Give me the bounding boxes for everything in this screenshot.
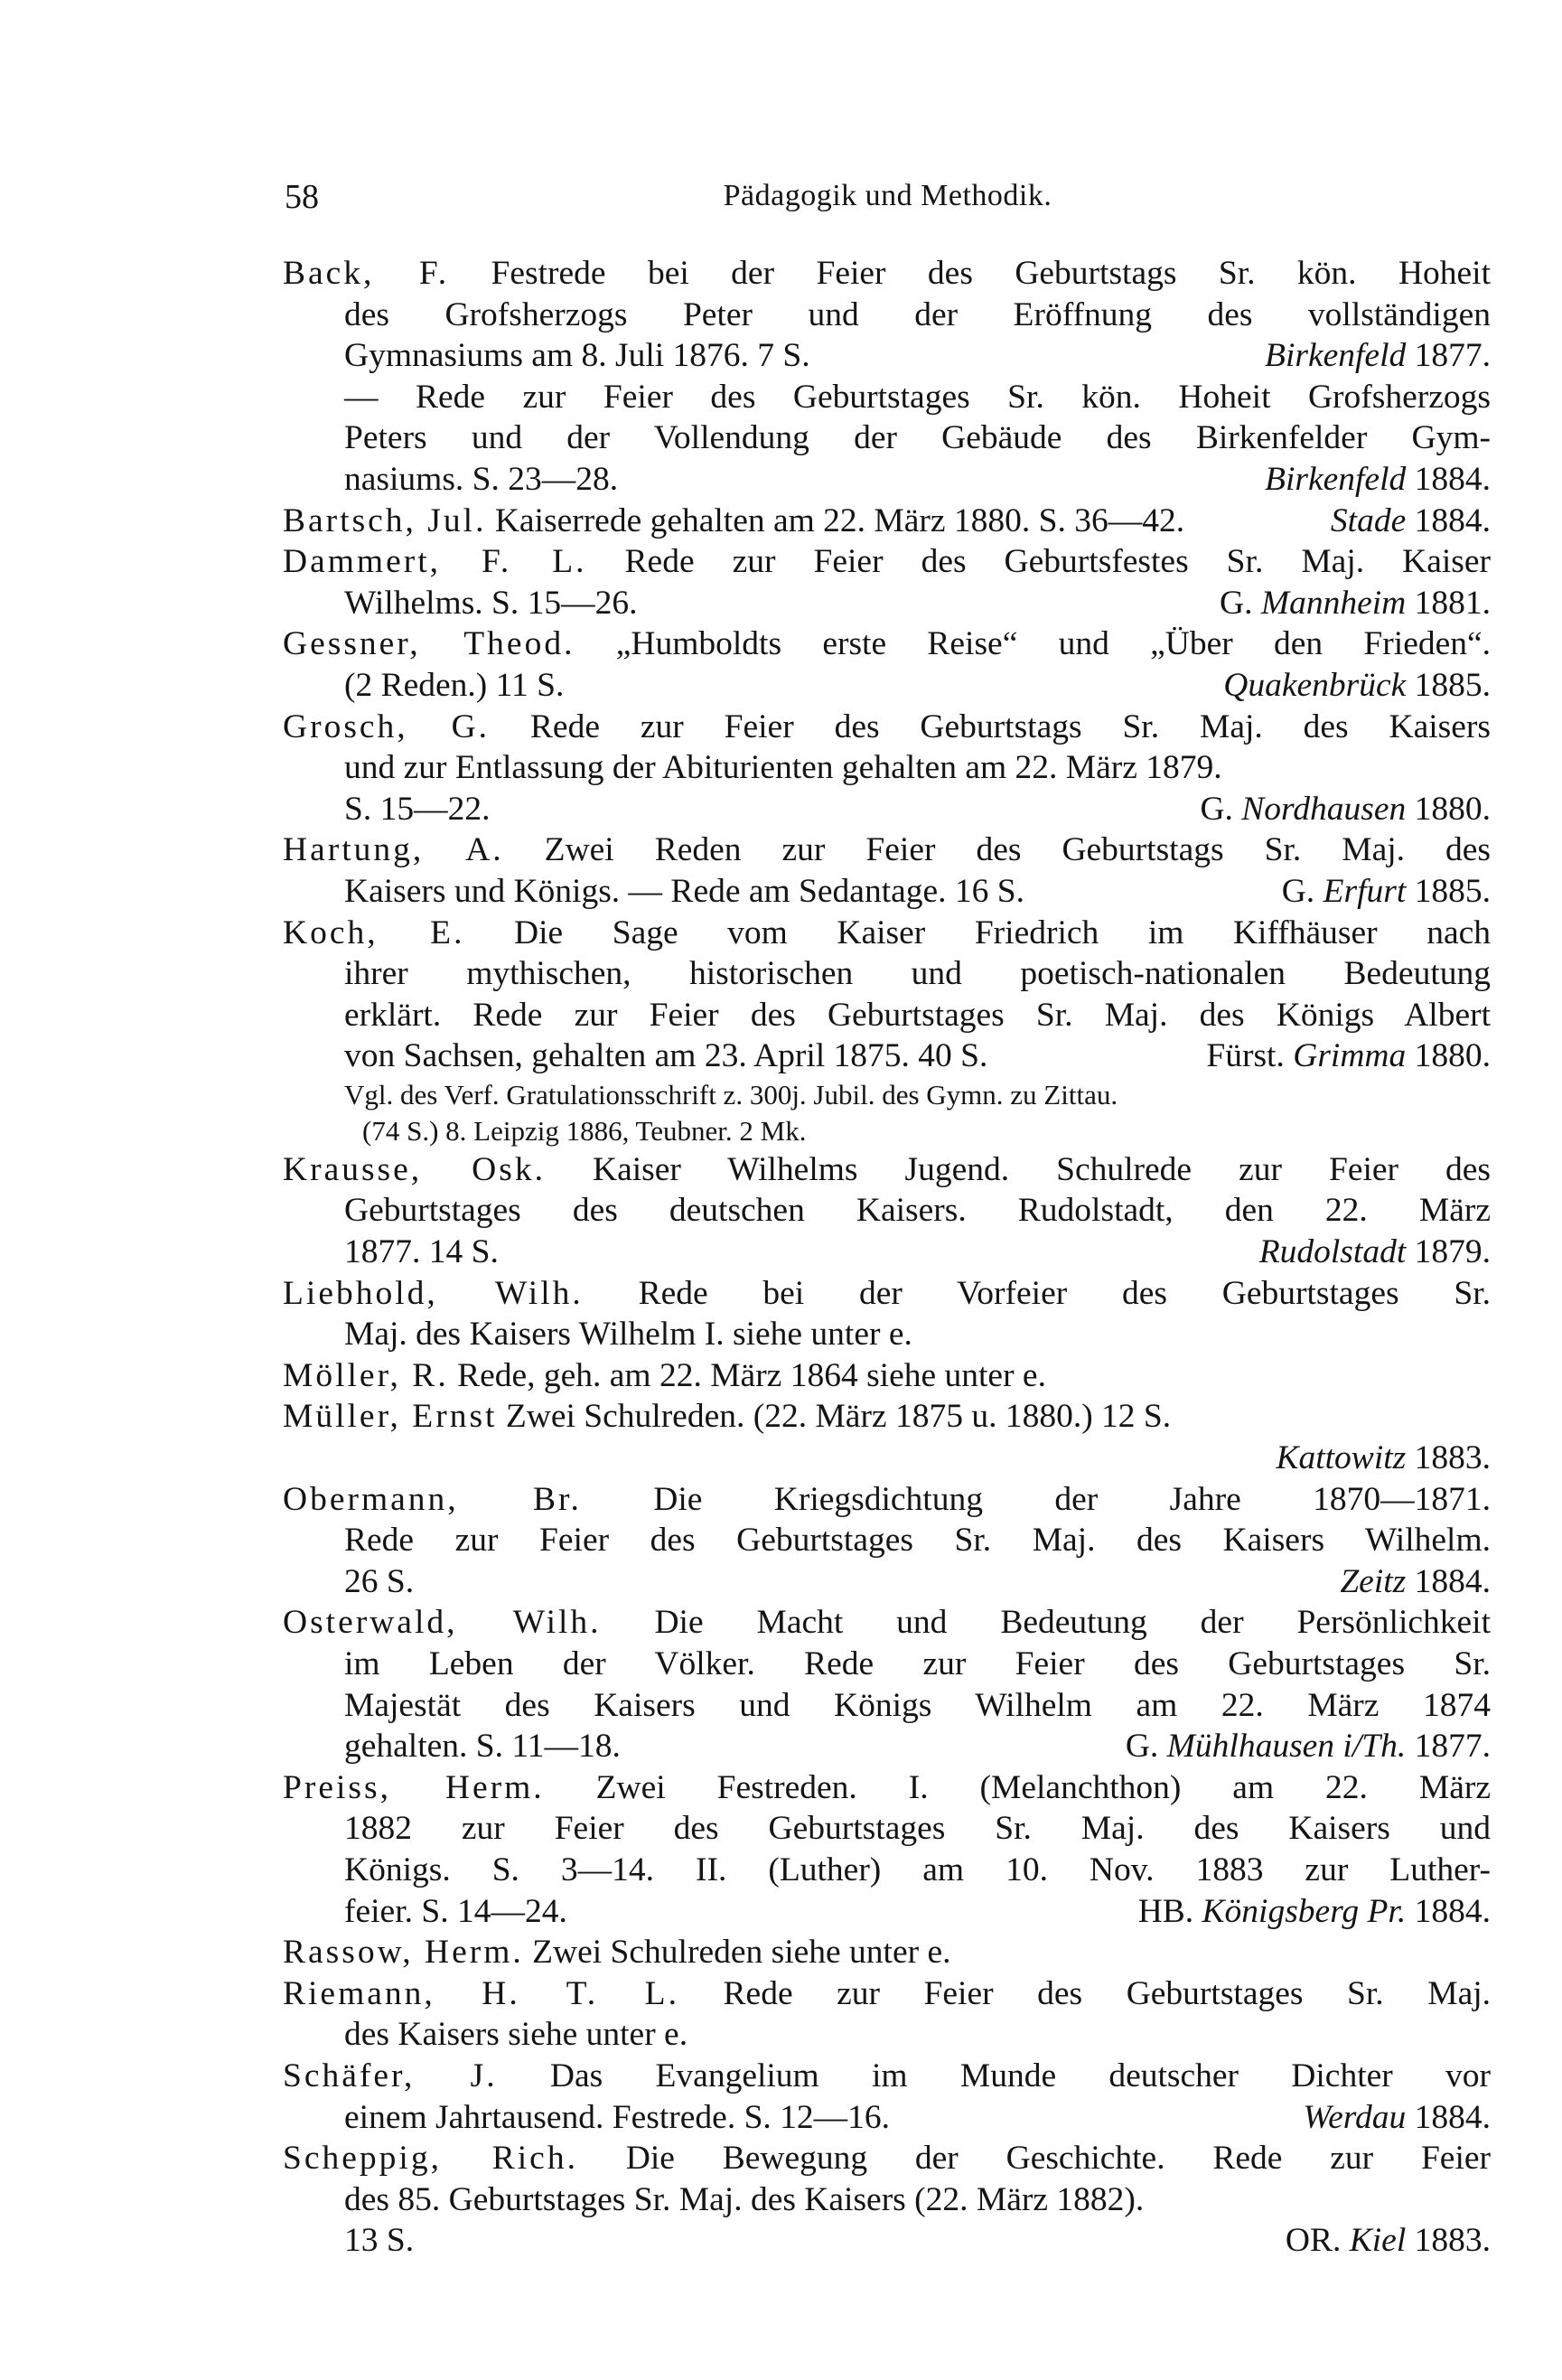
entry-text: Königs. S. 3—14. II. (Luther) am 10. Nov. 1883 zur Luther- — [344, 1851, 1491, 1888]
entry-note: Vgl. des Verf. Gratulationsschrift z. 300j. Jubil. des Gymn. zu Zittau. — [344, 1078, 1118, 1110]
entry-text: 1877. 14 S. — [344, 1233, 499, 1271]
entry-line — [283, 871, 1491, 913]
entry-author: Schäfer, J. — [283, 2057, 498, 2094]
entry-text-group — [344, 1645, 1491, 1682]
entry-text: Rede bei der Vorfeier des Geburtstages Sr. — [638, 1274, 1491, 1312]
entry-text-group — [283, 543, 1491, 580]
school-type: G. — [1125, 1728, 1167, 1766]
entry-text: Geburtstages des deutschen Kaisers. Rudolstadt, den 22. März — [344, 1192, 1491, 1230]
entry-text-group — [344, 667, 564, 704]
publication-year: 1880. — [1414, 1037, 1491, 1075]
entry-author: Hartung, A. — [283, 831, 504, 869]
entry-line — [283, 2097, 1491, 2139]
entry-text: Rede zur Feier des Geburtstags Sr. Maj. des Kaisers — [529, 707, 1491, 745]
publication-place: Nordhausen — [1241, 790, 1407, 828]
entry-note: (74 S.) 8. Leipzig 1886, Teubner. 2 Mk. — [362, 1114, 807, 1147]
entry-line — [283, 417, 1491, 459]
entry-text: des Grofsherzogs Peter und der Eröffnung des vollständigen — [344, 295, 1491, 333]
entry-text-group — [283, 914, 1491, 951]
publication-imprint — [1220, 583, 1491, 624]
entry-text-group — [283, 1481, 1491, 1518]
publication-place: Mannheim — [1260, 584, 1407, 622]
school-type: OR. — [1285, 2222, 1350, 2260]
entry-text-group — [344, 2016, 687, 2053]
entry-author: Preiss, Herm. — [283, 1768, 545, 1806]
entry-text-group — [283, 1769, 1491, 1806]
entry-line — [283, 665, 1491, 707]
entry-text-group — [344, 2222, 414, 2259]
entry-author: Krausse, Osk. — [283, 1150, 546, 1188]
publication-imprint — [1138, 1891, 1491, 1933]
entry-line — [283, 2220, 1491, 2262]
entry-text: — Rede zur Feier des Geburtstages Sr. kön. Hoheit Grofsherzogs — [344, 378, 1491, 416]
publication-year: 1884. — [1414, 1892, 1491, 1930]
entry-text: Peters und der Vollendung der Gebäude des Birkenfelder Gym- — [344, 419, 1491, 457]
entry-text: ihrer mythischen, historischen und poetisch-nationalen Bedeutung — [344, 955, 1491, 993]
entry-text-group — [344, 419, 1491, 456]
school-type: G. — [1281, 872, 1323, 910]
entry-text-group — [283, 1604, 1491, 1641]
entry-text-group — [344, 585, 638, 622]
entry-text: Rede zur Feier des Geburtsfestes Sr. Maj. Kaiser — [624, 543, 1491, 581]
entry-text: Wilhelms. S. 15—26. — [344, 584, 638, 622]
entry-line — [283, 1149, 1491, 1191]
publication-place: Grimma — [1293, 1037, 1407, 1075]
entry-text-group — [344, 1687, 1491, 1724]
publication-year: 1877. — [1414, 1728, 1491, 1766]
entry-text-group — [344, 1037, 987, 1074]
entry-author: Koch, E. — [283, 914, 465, 951]
running-title: Pädagogik und Methodik. — [723, 179, 1052, 212]
entry-author: Scheppig, Rich. — [283, 2140, 578, 2178]
bibliography-entry — [283, 1932, 1491, 1973]
entry-text: Die Bewegung der Geschichte. Rede zur Feier — [625, 2140, 1491, 2178]
entry-text: Die Kriegsdichtung der Jahre 1870—1871. — [653, 1480, 1491, 1518]
entry-author: Bartsch, Jul. — [283, 501, 487, 539]
bibliography-entry — [283, 2138, 1491, 2262]
entry-line — [283, 1520, 1491, 1561]
entry-line — [283, 829, 1491, 871]
entry-text: Zwei Festreden. I. (Melanchthon) am 22. März — [595, 1768, 1491, 1806]
entry-text: im Leben der Völker. Rede zur Feier des Geburtstages Sr. — [344, 1645, 1491, 1682]
entry-text-group — [344, 2099, 890, 2136]
school-type: G. — [1200, 790, 1242, 828]
entry-line — [283, 583, 1491, 624]
entry-author: Müller, Ernst — [283, 1398, 498, 1436]
school-type: Fürst. — [1206, 1037, 1294, 1075]
bibliography-entry — [283, 541, 1491, 623]
publication-year: 1884. — [1414, 2098, 1491, 2136]
entry-line — [283, 1767, 1491, 1809]
entry-text-group — [344, 997, 1491, 1034]
publication-imprint — [1126, 1726, 1491, 1767]
entry-text-group — [344, 1316, 912, 1353]
bibliography-entry — [283, 1149, 1491, 1273]
school-type: HB. — [1137, 1892, 1202, 1930]
entry-text-group — [283, 2140, 1491, 2177]
entry-line — [283, 377, 1491, 418]
entry-text: Gymnasiums am 8. Juli 1876. 7 S. — [344, 337, 810, 375]
entry-text-group — [344, 873, 1024, 910]
publication-year: 1885. — [1414, 872, 1491, 910]
publication-imprint — [1331, 501, 1491, 542]
publication-imprint — [1340, 1561, 1491, 1603]
entry-line — [283, 707, 1491, 748]
entry-text: „Humboldts erste Reise“ und „Über den Frieden“. — [615, 625, 1491, 663]
publication-place: Quakenbrück — [1223, 666, 1407, 704]
entry-line — [283, 2014, 1491, 2056]
entry-line — [283, 623, 1491, 665]
publication-place: Werdau — [1303, 2098, 1407, 2136]
publication-imprint — [1286, 2220, 1491, 2262]
entry-text: gehalten. S. 11—18. — [344, 1728, 621, 1766]
entry-text-group — [344, 749, 1222, 786]
entry-author: Liebhold, Wilh. — [283, 1274, 584, 1312]
entry-line — [283, 789, 1491, 830]
entry-text-group — [283, 1357, 1046, 1394]
entry-text: Festrede bei der Feier des Geburtstags Sr. kön. Hoheit — [491, 255, 1491, 292]
entry-text: (2 Reden.) 11 S. — [344, 666, 565, 704]
entry-text-group — [344, 1192, 1491, 1229]
entry-text: Majestät des Kaisers und Königs Wilhelm am 22. März 1874 — [344, 1686, 1491, 1724]
entry-text-group — [283, 1151, 1491, 1188]
entry-text: Rede, geh. am 22. März 1864 siehe unter e. — [457, 1356, 1046, 1394]
entry-text-group — [283, 1934, 951, 1971]
publication-place: Kiel — [1349, 2222, 1407, 2260]
entry-line — [283, 1644, 1491, 1685]
entry-line — [283, 1850, 1491, 1891]
entry-line — [283, 1396, 1491, 1438]
publication-place: Birkenfeld — [1265, 460, 1407, 498]
entry-text: Zwei Reden zur Feier des Geburtstags Sr. Maj. des — [544, 831, 1491, 869]
publication-place: Zeitz — [1340, 1562, 1407, 1600]
publication-place: Rudolstadt — [1258, 1233, 1407, 1271]
publication-imprint — [1282, 871, 1491, 913]
entry-text: feier. S. 14—24. — [344, 1892, 567, 1930]
publication-year: 1884. — [1414, 501, 1491, 539]
entry-text: Die Sage vom Kaiser Friedrich im Kiffhäuser nach — [514, 914, 1491, 951]
publication-place: Stade — [1330, 501, 1407, 539]
publication-imprint — [1265, 459, 1491, 501]
entry-text: Maj. des Kaisers Wilhelm I. siehe unter e. — [344, 1316, 912, 1354]
publication-year: 1884. — [1414, 1562, 1491, 1600]
publication-year: 1879. — [1414, 1233, 1491, 1271]
publication-imprint — [1265, 335, 1491, 377]
entry-text: Kaisers und Königs. — Rede am Sedantage. 16 S. — [344, 872, 1025, 910]
bibliography-entry — [283, 623, 1491, 706]
publication-imprint — [1303, 2097, 1491, 2139]
entry-line — [283, 1602, 1491, 1644]
entry-line — [283, 2056, 1491, 2097]
school-type: G. — [1220, 584, 1261, 622]
bibliography-entry — [283, 1396, 1491, 1478]
entry-line — [283, 1232, 1491, 1273]
entry-text: einem Jahrtausend. Festrede. S. 12—16. — [344, 2098, 891, 2136]
entry-line — [283, 459, 1491, 501]
entry-line — [283, 1314, 1491, 1355]
publication-place: Kattowitz — [1276, 1439, 1407, 1477]
entry-text-group — [283, 1975, 1491, 2012]
entry-text: 1882 zur Feier des Geburtstages Sr. Maj. des Kaisers und — [344, 1810, 1491, 1848]
publication-year: 1880. — [1414, 790, 1491, 828]
page-header — [285, 177, 1491, 222]
publication-year: 1883. — [1414, 1439, 1491, 1477]
entry-author: Dammert, F. L. — [283, 543, 587, 581]
bibliography-entry — [283, 1479, 1491, 1603]
entry-text: S. 15—22. — [344, 790, 491, 828]
entry-line — [283, 2138, 1491, 2179]
publication-year: 1885. — [1414, 666, 1491, 704]
entry-line — [283, 1190, 1491, 1232]
entry-text-group — [344, 379, 1491, 416]
publication-imprint — [1223, 665, 1491, 707]
publication-year: 1883. — [1414, 2222, 1491, 2260]
entry-text: Kaiser Wilhelms Jugend. Schulrede zur Feier des — [593, 1150, 1491, 1188]
entry-line — [283, 1891, 1491, 1933]
entry-line — [283, 501, 1491, 542]
publication-imprint — [1200, 789, 1491, 830]
publication-imprint — [1276, 1438, 1491, 1479]
bibliography-entry — [283, 1602, 1491, 1766]
bibliography-entry — [283, 1767, 1491, 1932]
bibliography-entry — [283, 253, 1491, 501]
entry-text-group — [344, 337, 810, 374]
entry-text-group — [283, 2057, 1491, 2094]
entry-text-group — [344, 1563, 414, 1600]
entry-text: Rede zur Feier des Geburtstages Sr. Maj. — [723, 1974, 1491, 2012]
entry-line — [283, 1932, 1491, 1973]
entry-text-group — [344, 461, 618, 498]
entry-line — [283, 1438, 1491, 1479]
entry-author: Gessner, Theod. — [283, 625, 575, 663]
entry-text: des Kaisers siehe unter e. — [344, 2016, 688, 2054]
entry-text: 13 S. — [344, 2222, 415, 2260]
entry-text: und zur Entlassung der Abiturienten gehalten am 22. März 1879. — [344, 749, 1222, 787]
entry-line — [283, 913, 1491, 954]
entry-text-group — [344, 1893, 567, 1930]
entry-text: Zwei Schulreden. (22. März 1875 u. 1880.) 12 S. — [505, 1398, 1172, 1436]
bibliography-entry — [283, 913, 1491, 1149]
bibliography-entry — [283, 501, 1491, 542]
entry-text-group — [344, 1233, 499, 1270]
publication-place: Mühlhausen i/Th. — [1166, 1728, 1407, 1766]
page-number: 58 — [285, 178, 319, 216]
entry-text-group — [344, 1810, 1491, 1847]
publication-place: Birkenfeld — [1265, 337, 1407, 375]
entry-line — [283, 2179, 1491, 2221]
entry-text-group — [344, 1728, 621, 1765]
entry-line — [283, 1685, 1491, 1727]
entry-author: Möller, R. — [283, 1356, 449, 1394]
entry-line — [283, 1035, 1491, 1077]
entry-line — [283, 1479, 1491, 1521]
entry-line — [283, 253, 1491, 295]
bibliography-entry — [283, 707, 1491, 830]
bibliography-list — [283, 253, 1491, 2262]
entry-line — [283, 1808, 1491, 1850]
entry-text-group — [344, 955, 1491, 992]
entry-text: Rede zur Feier des Geburtstages Sr. Maj. des Kaisers Wilhelm. — [344, 1522, 1491, 1560]
entry-text-group — [344, 791, 490, 828]
entry-text: 26 S. — [344, 1562, 415, 1600]
bibliography-entry — [283, 2056, 1491, 2138]
entry-text: nasiums. S. 23—28. — [344, 460, 619, 498]
publication-year: 1881. — [1414, 584, 1491, 622]
entry-text-group — [344, 2181, 1144, 2218]
entry-line — [283, 747, 1491, 789]
entry-line — [283, 1273, 1491, 1315]
entry-text: des 85. Geburtstages Sr. Maj. des Kaisers (22. März 1882). — [344, 2180, 1145, 2218]
entry-text-group — [283, 831, 1491, 868]
entry-line — [283, 1561, 1491, 1603]
entry-text-group — [283, 1275, 1491, 1312]
entry-text-group — [283, 708, 1491, 745]
entry-text-group — [283, 502, 1184, 539]
bibliography-entry — [283, 829, 1491, 912]
bibliography-entry — [283, 1973, 1491, 2056]
entry-author: Osterwald, Wilh. — [283, 1604, 602, 1642]
entry-line — [283, 295, 1491, 336]
entry-text-group — [283, 1398, 1171, 1435]
entry-text: erklärt. Rede zur Feier des Geburtstages Sr. Maj. des Königs Albert — [344, 996, 1491, 1034]
publication-imprint — [1206, 1035, 1491, 1077]
publication-place: Erfurt — [1323, 872, 1407, 910]
entry-author: Obermann, Br. — [283, 1480, 582, 1518]
entry-line — [283, 1973, 1491, 2015]
entry-text: von Sachsen, gehalten am 23. April 1875. 40 S. — [344, 1037, 988, 1075]
publication-place: Königsberg Pr. — [1202, 1892, 1407, 1930]
entry-text: Das Evangelium im Munde deutscher Dichter vor — [549, 2057, 1491, 2094]
entry-line — [283, 335, 1491, 377]
entry-author: Grosch, G. — [283, 707, 491, 745]
entry-line — [283, 995, 1491, 1036]
entry-line — [283, 1726, 1491, 1767]
entry-author: Rassow, Herm. — [283, 1934, 524, 1972]
entry-line — [283, 953, 1491, 995]
publication-imprint — [1259, 1232, 1491, 1273]
bibliography-entry — [283, 1273, 1491, 1355]
entry-text-group — [344, 1851, 1491, 1888]
entry-text-group — [283, 255, 1491, 292]
bibliography-entry — [283, 1355, 1491, 1397]
entry-text: Kaiserrede gehalten am 22. März 1880. S. 36—42. — [494, 501, 1185, 539]
entry-text: Zwei Schulreden siehe unter e. — [532, 1934, 951, 1972]
entry-text-group — [344, 296, 1491, 333]
publication-year: 1884. — [1414, 460, 1491, 498]
entry-author: Back, F. — [283, 255, 450, 292]
entry-text-group — [344, 1522, 1491, 1559]
entry-text: Die Macht und Bedeutung der Persönlichkeit — [654, 1604, 1491, 1642]
entry-text-group — [283, 625, 1491, 662]
entry-line — [283, 541, 1491, 583]
publication-year: 1877. — [1414, 337, 1491, 375]
entry-line — [283, 1355, 1491, 1397]
entry-author: Riemann, H. T. L. — [283, 1974, 679, 2012]
